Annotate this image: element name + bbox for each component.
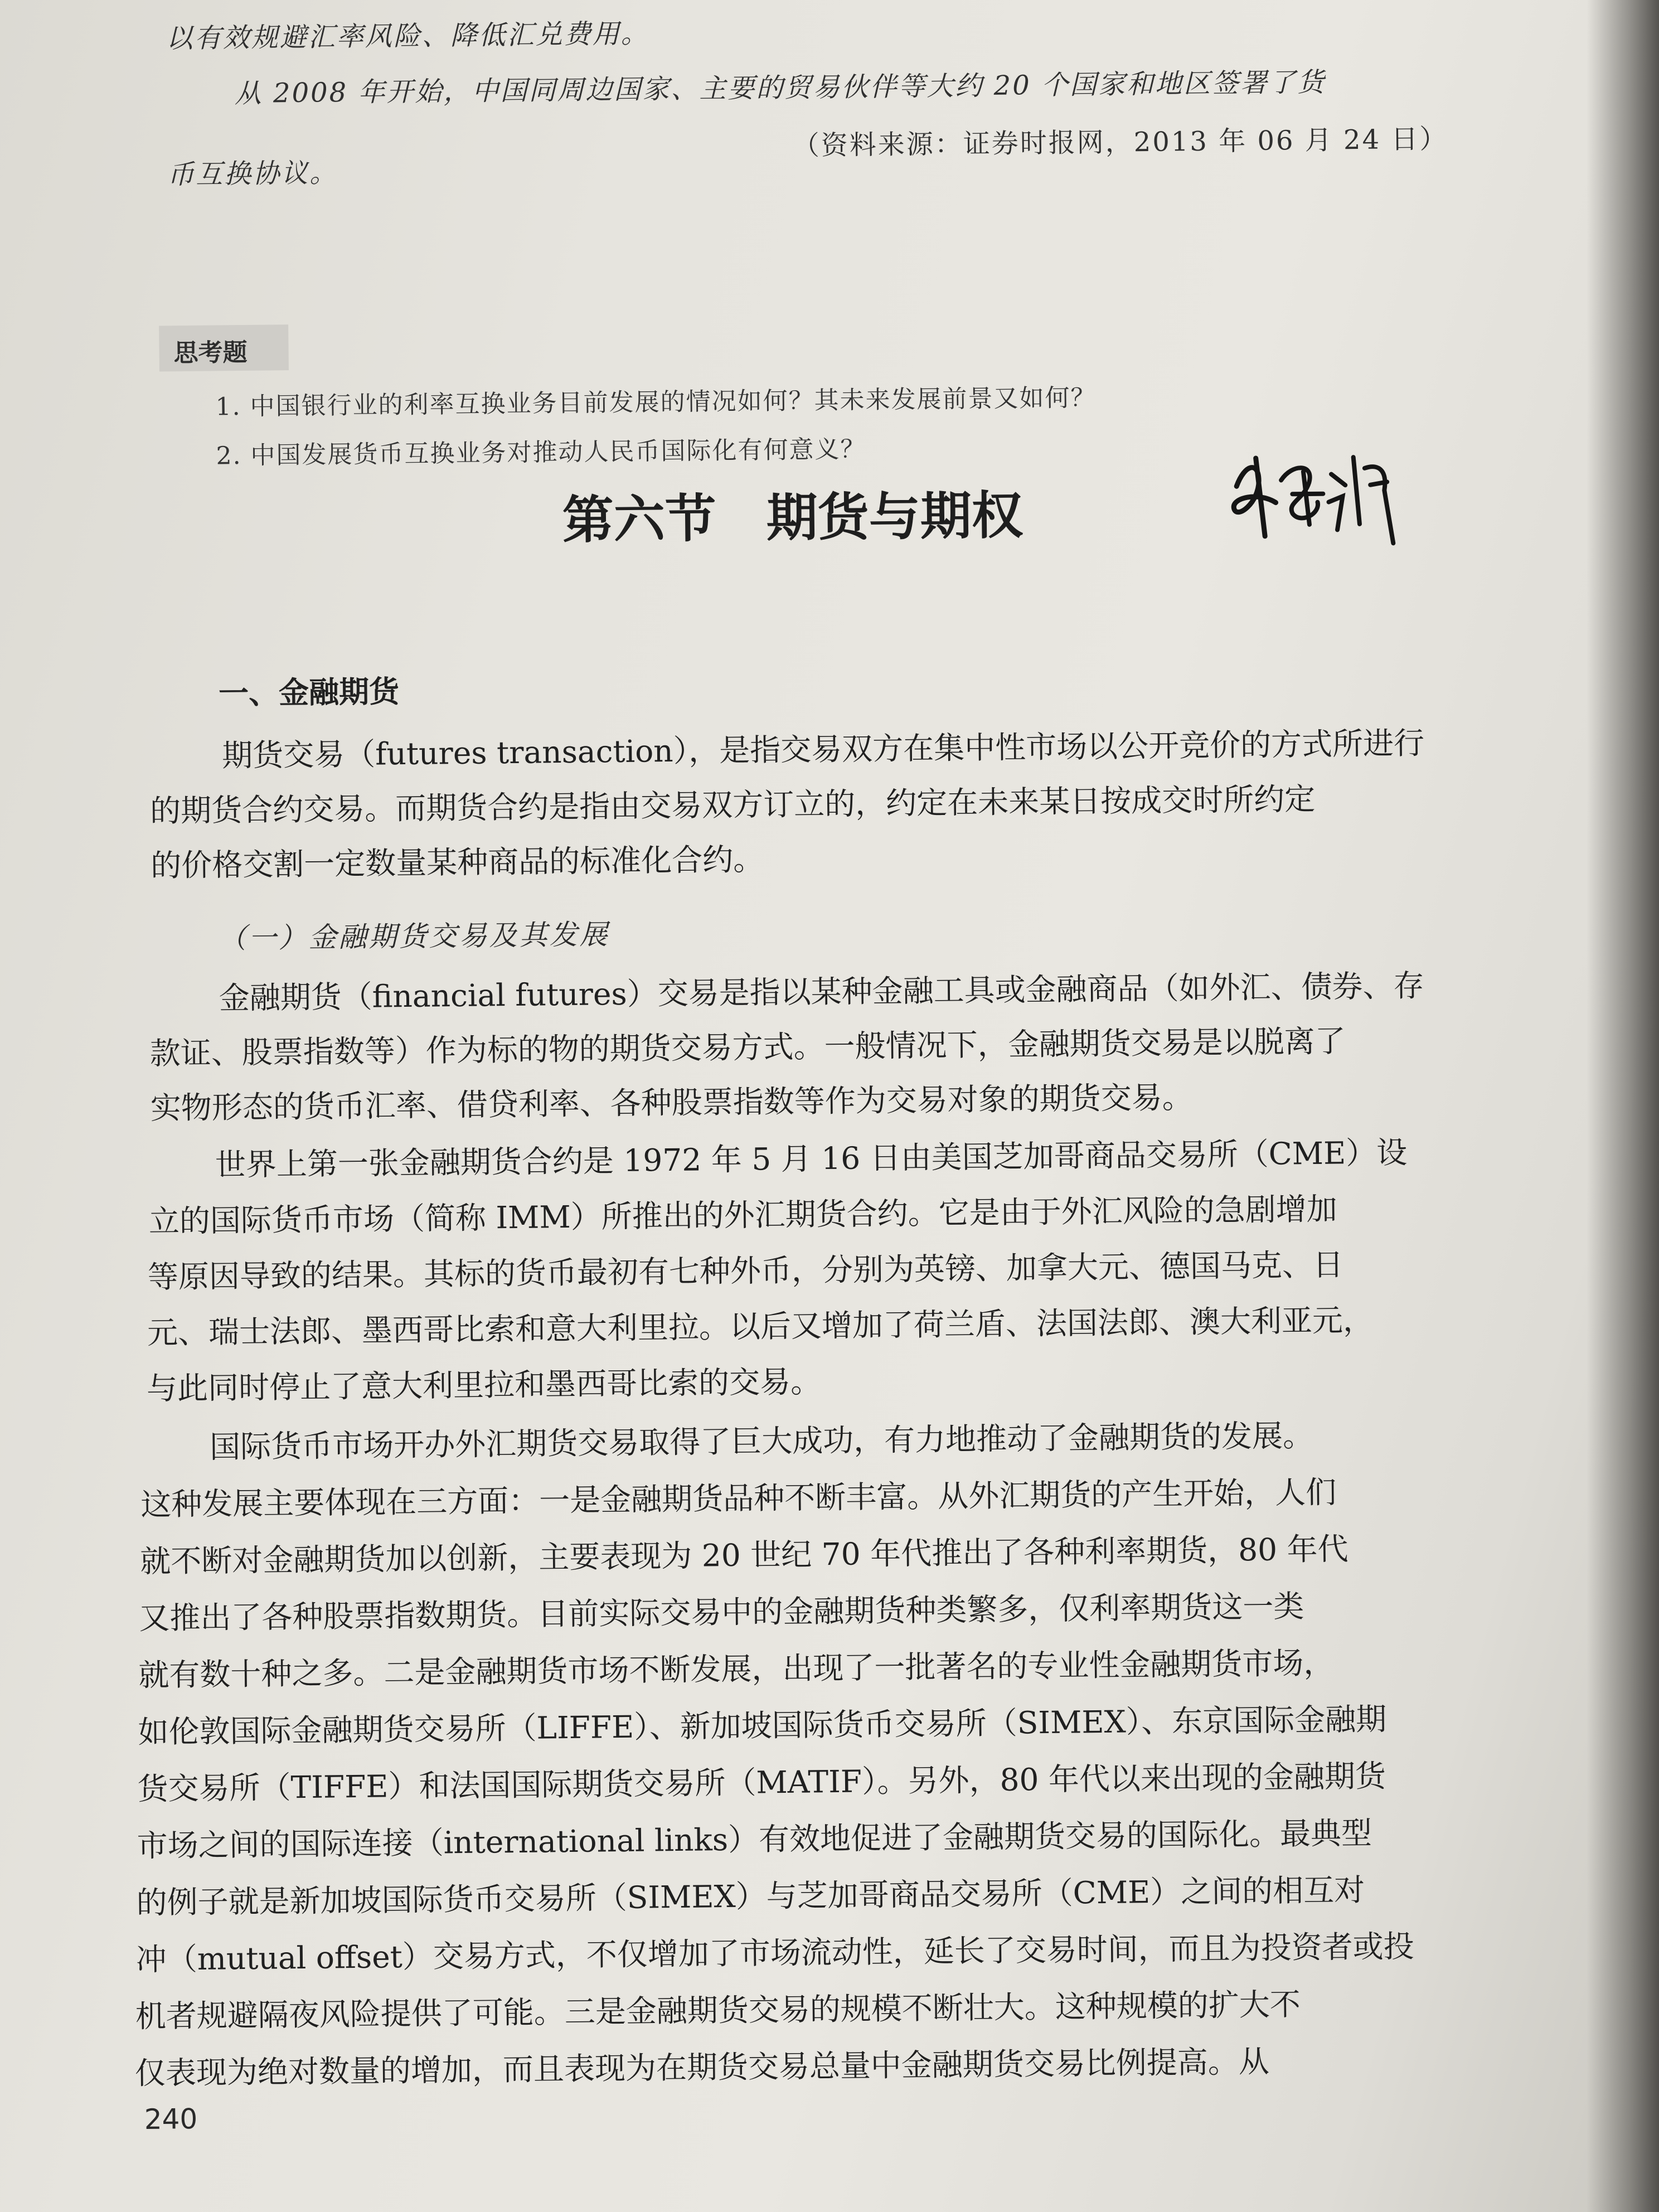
body-line-14: 就不断对金融期货加以创新，主要表现为 20 世纪 70 年代推出了各种利率期货，80 年代 [139, 1531, 1348, 1580]
page-number: 240 [144, 2102, 198, 2136]
source-note: （资料来源：证券时报网，2013 年 06 月 24 日） [792, 123, 1448, 162]
body-line-9: 等原因导致的结果。其标的货币最初有七种外币，分别为英镑、加拿大元、德国马克、日 [147, 1246, 1344, 1295]
section-number: 第六节 [562, 489, 717, 550]
body-line-2: 的期货合约交易。而期货合约是指由交易双方订立的，约定在未来某日按成交时所约定 [149, 780, 1316, 829]
top-line-3: 币互换协议。 [167, 157, 338, 191]
body-line-15: 又推出了各种股票指数期货。目前实际交易中的金融期货种类繁多，仅利率期货这一类 [139, 1588, 1304, 1637]
section-name: 期货与期权 [766, 486, 1023, 549]
body-line-13: 这种发展主要体现在三方面：一是金融期货品种不断丰富。从外汇期货的产生开始，人们 [140, 1474, 1337, 1522]
body-line-6: 实物形态的货币汇率、借贷利率、各种股票指数等作为交易对象的期货交易。 [150, 1079, 1194, 1126]
body-line-12: 国际货币市场开办外汇期货交易取得了巨大成功，有力地推动了金融期货的发展。 [209, 1417, 1314, 1465]
section-title [562, 474, 1023, 553]
body-line-17: 如伦敦国际金融期货交易所（LIFFE）、新加坡国际货币交易所（SIMEX）、东京国际金融期 [138, 1701, 1387, 1750]
body-line-1: 期货交易（futures transaction），是指交易双方在集中性市场以公开竞价的方式所进行 [221, 725, 1425, 774]
body-line-11: 与此同时停止了意大利里拉和墨西哥比索的交易。 [146, 1364, 822, 1406]
body-line-5: 款证、股票指数等）作为标的物的期货交易方式。一般情况下，金融期货交易是以脱离了 [149, 1023, 1346, 1071]
body-line-4: 金融期货（financial futures）交易是指以某种金融工具或金融商品（如外汇、债券、存 [219, 967, 1424, 1016]
body-line-7: 世界上第一张金融期货合约是 1972 年 5 月 16 日由美国芝加哥商品交易所（CME）设 [215, 1134, 1408, 1183]
body-line-18: 货交易所（TIFFE）和法国国际期货交易所（MATIF）。另外，80 年代以来出现的金融期货 [137, 1758, 1386, 1807]
handwritten-signature [1225, 440, 1410, 553]
body-line-21: 冲（mutual offset）交易方式，不仅增加了市场流动性，延长了交易时间，而且为投资者或投 [135, 1928, 1415, 1978]
question-1: 1. 中国银行业的利率互换业务目前发展的情况如何？其未来发展前景又如何？ [215, 383, 1097, 421]
subheading: （一）金融期货交易及其发展 [218, 918, 610, 955]
heading-financial-futures: 一、金融期货 [218, 674, 400, 711]
body-line-19: 市场之间的国际连接（international links）有效地促进了金融期货交易的国际化。最典型 [137, 1815, 1372, 1864]
question-2: 2. 中国发展货币互换业务对推动人民币国际化有何意义？ [216, 435, 866, 470]
body-line-16: 就有数十种之多。二是金融期货市场不断发展，出现了一批著名的专业性金融期货市场， [138, 1645, 1335, 1694]
page-edge-shadow [1587, 0, 1659, 2212]
top-line-2: 从 2008 年开始，中国同周边国家、主要的贸易伙伴等大约 20 个国家和地区签署了货 [234, 66, 1326, 110]
body-line-20: 的例子就是新加坡国际货币交易所（SIMEX）与芝加哥商品交易所（CME）之间的相互对 [136, 1872, 1365, 1921]
body-line-8: 立的国际货币市场（简称 IMM）所推出的外汇期货合约。它是由于外汇风险的急剧增加 [148, 1191, 1337, 1239]
body-line-23: 仅表现为绝对数量的增加，而且表现为在期货交易总量中金融期货交易比例提高。从 [134, 2043, 1270, 2092]
body-line-10: 元、瑞士法郎、墨西哥比索和意大利里拉。以后又增加了荷兰盾、法国法郎、澳大利亚元， [147, 1302, 1374, 1351]
body-line-3: 的价格交割一定数量某种商品的标准化合约。 [150, 841, 764, 884]
body-line-22: 机者规避隔夜风险提供了可能。三是金融期货交易的规模不断壮大。这种规模的扩大不 [135, 1986, 1301, 2035]
questions-label: 思考题 [173, 338, 248, 368]
top-line-1: 以有效规避汇率风险、降低汇兑费用。 [166, 18, 649, 55]
